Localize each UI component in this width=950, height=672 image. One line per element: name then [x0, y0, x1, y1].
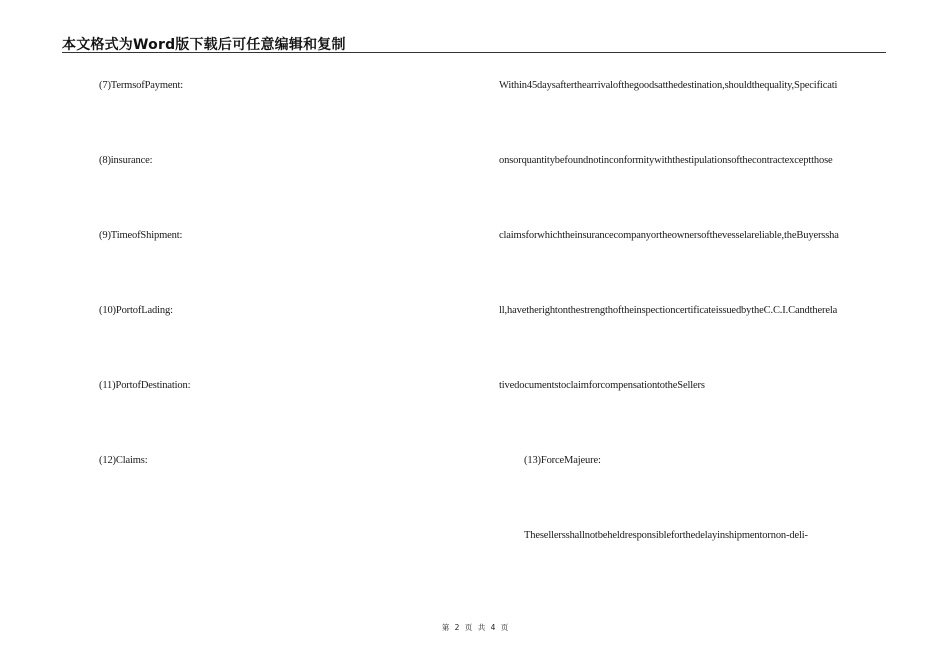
- clause-label-claims: (12)Claims:: [99, 455, 148, 466]
- header-title: 本文格式为Word版下载后可任意编辑和复制: [62, 37, 346, 53]
- page-number-footer: 第 2 页 共 4 页: [441, 623, 509, 632]
- claims-text-line: Within45daysafterthearrivalofthegoodsatthedestination,shouldthequality,Specificati: [499, 80, 838, 91]
- clause-label-port-of-lading: (10)PortofLading:: [99, 305, 173, 316]
- page-header: [62, 34, 886, 54]
- clause-label-port-of-destination: (11)PortofDestination:: [99, 380, 191, 391]
- clause-label-insurance: (8)insurance:: [99, 155, 153, 166]
- claims-text-line: claimsforwhichtheinsurancecompanyortheownersofthevesselareliable,theBuyerssha: [499, 230, 839, 241]
- clause-label-terms-of-payment: (7)TermsofPayment:: [99, 80, 184, 91]
- force-majeure-text: Thesellersshallnotbeheldresponsibleforthedelayinshipmentornon-deli-: [524, 530, 808, 541]
- claims-text-line: tivedocumentstoclaimforcompensationtotheSellers: [499, 380, 705, 391]
- header-divider: [62, 52, 886, 53]
- force-majeure-heading: (13)ForceMajeure:: [524, 455, 601, 466]
- claims-text-line: onsorquantitybefoundnotinconformitywiththestipulationsofthecontractexceptthose: [499, 155, 833, 166]
- claims-text-line: ll,havetherightonthestrengthoftheinspectioncertificateissuedbytheC.C.I.Candtherela: [499, 305, 838, 316]
- clause-label-time-of-shipment: (9)TimeofShipment:: [99, 230, 183, 241]
